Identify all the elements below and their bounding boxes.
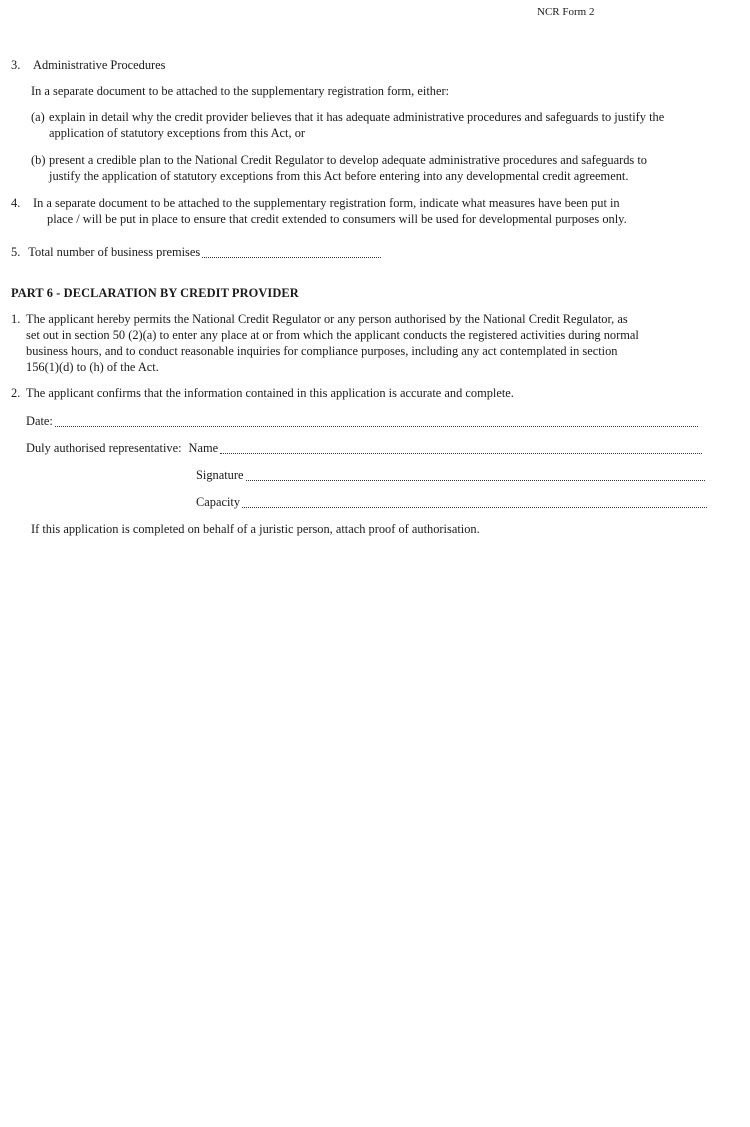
declaration-item-1-line-4: 156(1)(d) to (h) of the Act. [26, 360, 159, 374]
declaration-item-2-number: 2. [11, 386, 21, 400]
capacity-label: Capacity [196, 495, 241, 509]
juristic-person-note: If this application is completed on behalf of a juristic person, attach proof of authorisation. [31, 522, 480, 536]
capacity-input[interactable] [242, 496, 707, 508]
item-a-label: (a) [31, 110, 45, 124]
section-3-title: Administrative Procedures [33, 58, 166, 72]
name-input[interactable] [220, 442, 702, 454]
business-premises-field [11, 245, 381, 261]
item-b-label: (b) [31, 153, 46, 167]
business-premises-input[interactable] [202, 246, 381, 258]
section-4-line-1: In a separate document to be attached to the supplementary registration form, indicate what measures have been put in [33, 196, 620, 210]
signature-input[interactable] [246, 469, 706, 481]
representative-label: Duly authorised representative: [26, 441, 182, 455]
signature-label: Signature [196, 468, 244, 482]
declaration-item-1-line-1: The applicant hereby permits the National Credit Regulator or any person authorised by the National Credit Regulator, as [26, 312, 628, 326]
name-label: Name [188, 441, 219, 455]
business-premises-label: Total number of business premises [28, 245, 201, 259]
declaration-item-2-text: The applicant confirms that the information contained in this application is accurate and complete. [26, 386, 514, 400]
part-6-heading: PART 6 - DECLARATION BY CREDIT PROVIDER [11, 286, 299, 300]
section-4-number: 4. [11, 196, 21, 210]
section-3-intro: In a separate document to be attached to the supplementary registration form, either: [31, 84, 450, 98]
representative-name-field [26, 441, 702, 457]
item-b-line-1: present a credible plan to the National Credit Regulator to develop adequate administrative procedures and safeguards to [49, 153, 647, 167]
signature-field [196, 468, 705, 484]
section-3-number: 3. [11, 58, 21, 72]
declaration-item-1-line-3: business hours, and to conduct reasonable inquiries for compliance purposes, including any act contemplated in section [26, 344, 618, 358]
item-a-line-1: explain in detail why the credit provider believes that it has adequate administrative procedures and safeguards to justify the [49, 110, 665, 124]
declaration-item-1-line-2: set out in section 50 (2)(a) to enter any place at or from which the applicant conducts the registered activities during normal [26, 328, 639, 342]
date-input[interactable] [55, 415, 698, 427]
capacity-field [196, 495, 707, 511]
form-id: NCR Form 2 [537, 6, 595, 18]
item-a-line-2: application of statutory exceptions from this Act, or [49, 126, 306, 140]
section-5-number: 5. [11, 245, 21, 259]
section-4-line-2: place / will be put in place to ensure that credit extended to consumers will be used for developmental purposes only. [47, 212, 627, 226]
date-field [26, 414, 698, 430]
item-b-line-2: justify the application of statutory exceptions from this Act before entering into any developmental credit agreement. [49, 169, 629, 183]
date-label: Date: [26, 414, 53, 428]
declaration-item-1-number: 1. [11, 312, 21, 326]
